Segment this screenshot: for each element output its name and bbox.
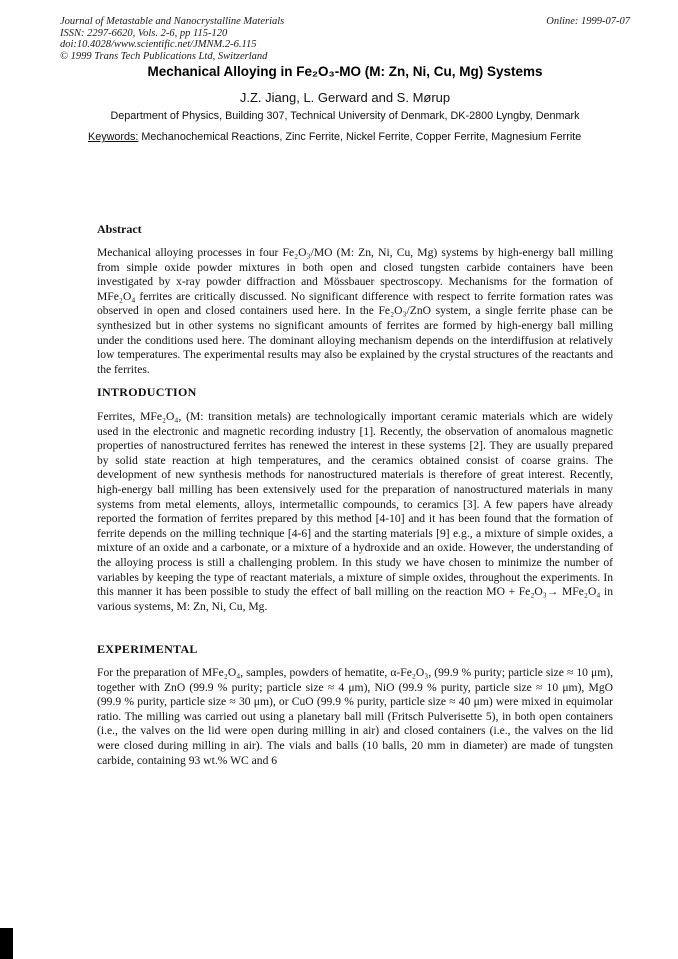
authors-line: J.Z. Jiang, L. Gerward and S. Mørup (239, 90, 451, 105)
doi-line: doi:10.4028/www.scientific.net/JMNM.2-6.115 (60, 39, 257, 50)
affiliation-line: Department of Physics, Building 307, Technical University of Denmark, DK-2800 Lyngby, Denmark (110, 110, 580, 122)
abstract-heading: Abstract (97, 222, 142, 236)
abstract-body: Mechanical alloying processes in four Fe₂O₃/MO (M: Zn, Ni, Cu, Mg) systems by high-energy ball milling from simple oxide powder mixtures in both open and closed tungsten carbide containers have been investigated by x-ray powder diffraction and Mössbauer spectroscopy. Mechanisms for the formation of MFe₂O₄ ferrites are critically discussed. No significant difference with respect to ferrite formation rates was observed in open and closed containers used here. In the Fe₂O₃/ZnO system, a single ferrite phase can be synthesized but in other systems no significant amounts of ferrites are formed by high-energy ball milling under the conditions used here. The dominant alloying mechanism depends on the interdiffusion at relatively low temperatures. The experimental results may also be explained by the crystal structures of the reactants and the ferrites. (97, 246, 613, 376)
copyright-line: © 1999 Trans Tech Publications Ltd, Switzerland (60, 50, 268, 62)
introduction-body: Ferrites, MFe₂O₄, (M: transition metals) are technologically important ceramic materials which are widely used in the electronic and magnetic recording industry [1]. Recently, the observation of anomalous magnetic properties of nanostructured ferrites has renewed the interest in these systems [2]. They are usually prepared by solid state reaction at high temperatures, and the ceramics obtained consist of coarse grains. The development of new synthesis methods for nanostructured materials is therefore of great interest. Recently, high-energy ball milling has been extensively used for the preparation of nanostructured materials in many systems from metal elements, alloys, intermetallic compounds, to ceramics [3]. A few papers have already reported the formation of ferrites prepared by this method [4-10] and it has been found that the formation of ferrite depends on the milling technique [4-6] and the starting materials [9] e.g., a mixture of simple oxides, a mixture of an oxide and a carbonate, or a mixture of a hydroxide and an oxide. However, the understanding of the alloying process is still a challenging problem. In this study we have chosen to minimize the number of variables by keeping the type of reactant materials, a mixture of simple oxides, throughout the experiments. In this manner it has been possible to study the effect of ball milling on the reaction MO + Fe₂O₃→ MFe₂O₄ in various systems, M: Zn, Ni, Cu, Mg. (97, 410, 613, 613)
experimental-body: For the preparation of MFe₂O₄, samples, powders of hematite, α-Fe₂O₃, (99.9 % purity; particle size ≈ 10 μm), together with ZnO (99.9 % purity; particle size ≈ 4 μm), NiO (99.9 % purity, particle size ≈ 10 μm), MgO (99.9 % purity, particle size ≈ 30 μm), or CuO (99.9 % purity, particle size ≈ 40 μm) were mixed in equimolar ratio. The milling was carried out using a planetary ball mill (Fritsch Pulverisette 5), in both open containers (i.e., the valves on the lid were open during milling in air) and closed containers (i.e., the valves on the lid were closed during milling in air). The vials and balls (10 balls, 20 mm in diameter) are made of tungsten carbide, containing 93 wt.% WC and 6 (97, 666, 613, 767)
keywords-label: Keywords: (88, 131, 139, 143)
introduction-heading: INTRODUCTION (97, 385, 197, 399)
scan-artifact-black-bar (0, 928, 13, 959)
journal-header (60, 16, 630, 62)
keywords-block (88, 131, 608, 145)
issn-line: ISSN: 2297-6620, Vols. 2-6, pp 115-120 (60, 27, 228, 39)
experimental-heading: EXPERIMENTAL (97, 642, 198, 656)
keywords-text: Mechanochemical Reactions, Zinc Ferrite, Nickel Ferrite, Copper Ferrite, Magnesium Ferrite (138, 131, 582, 143)
journal-name: Journal of Metastable and Nanocrystalline Materials (60, 16, 285, 27)
paper-title: Mechanical Alloying in Fe₂O₃-MO (M: Zn, Ni, Cu, Mg) Systems (147, 64, 543, 79)
online-date: Online: 1999-07-07 (546, 16, 630, 27)
